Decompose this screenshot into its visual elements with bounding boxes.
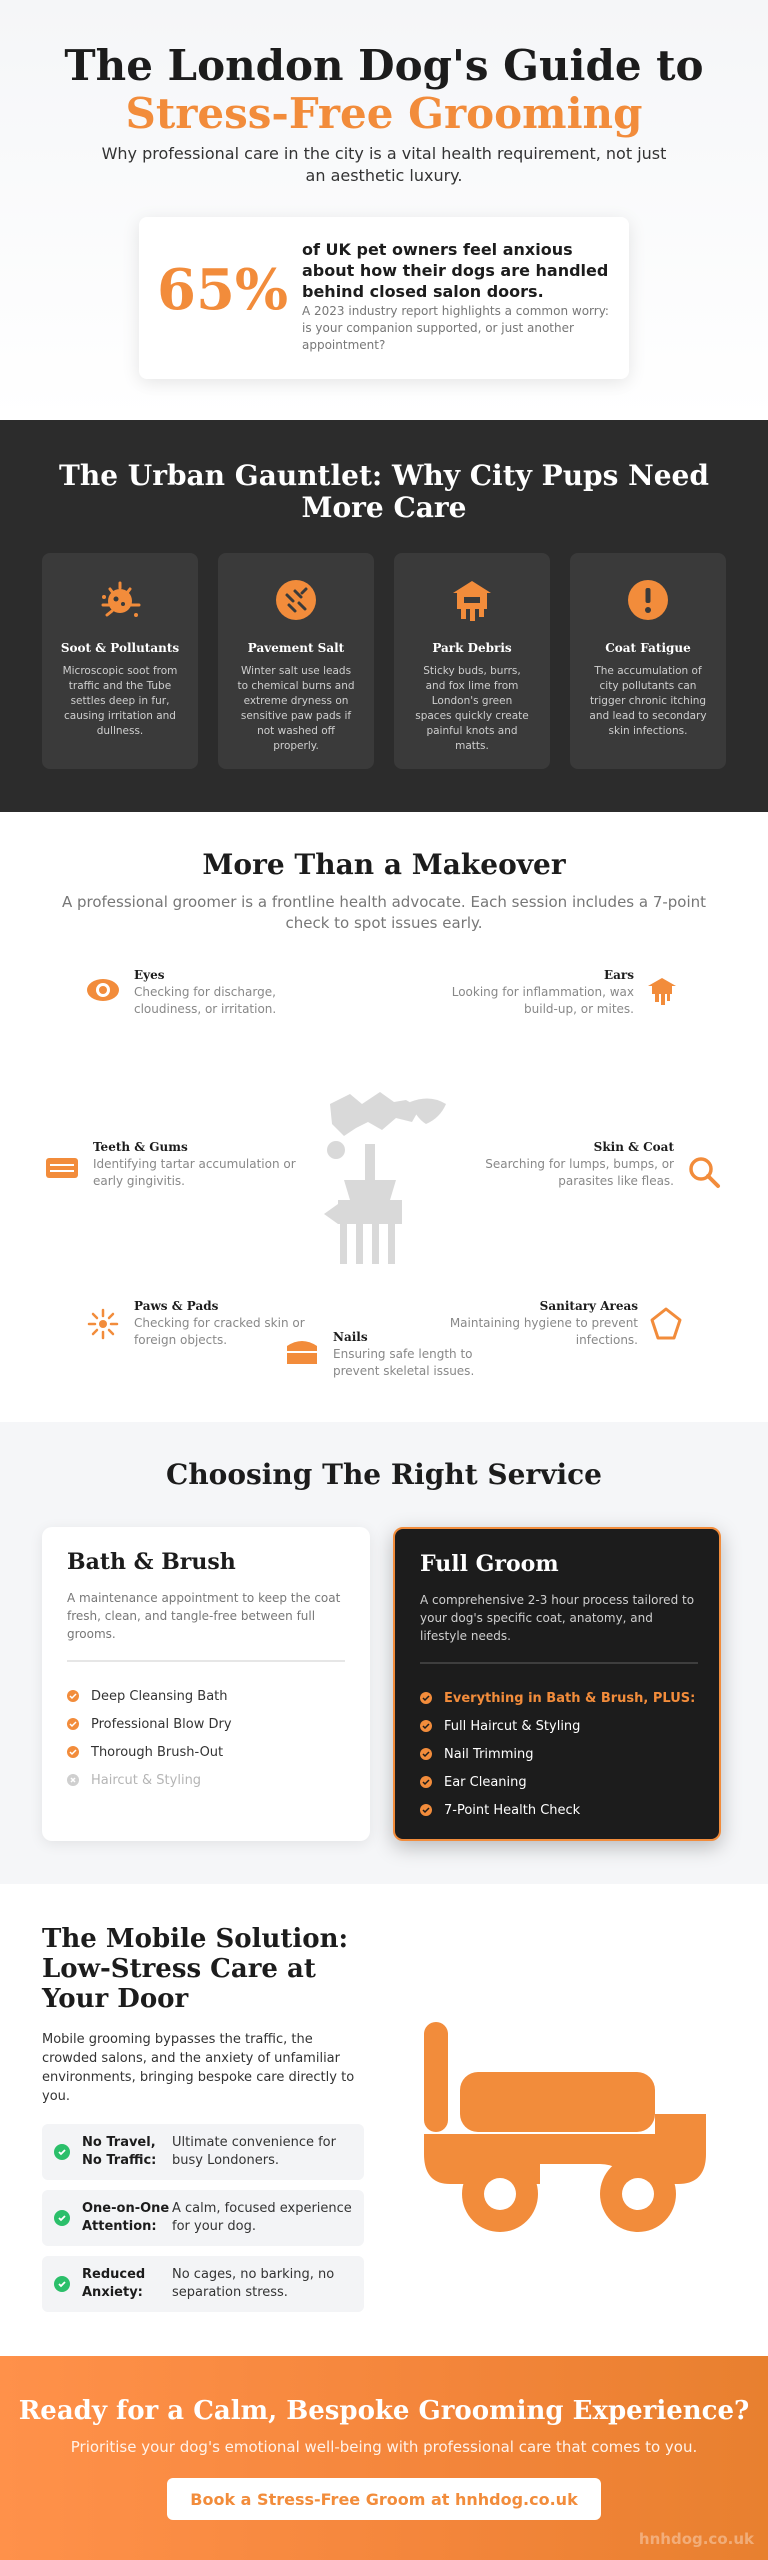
watermark: hnhdog.co.uk (638, 2530, 754, 2548)
check-icon (54, 2144, 70, 2160)
card-desc: The accumulation of city pollutants can trigger chronic itching and lead to secondary skin infections. (589, 665, 707, 737)
check-skin (464, 1140, 674, 1190)
check-icon (54, 2210, 70, 2226)
stat-sub: A 2023 industry report highlights a common worry: is your companion supported, or just another appointment? (302, 304, 609, 352)
check-desc: Checking for discharge, cloudiness, or irritation. (134, 985, 277, 1016)
mobile-van-icon (420, 2014, 710, 2244)
stat-headline: of UK pet owners feel anxious about how their dogs are handled behind closed salon doors. (302, 240, 609, 301)
card-desc: Winter salt use leads to chemical burns and extreme dryness on sensitive paw pads if not washed off properly. (237, 665, 355, 752)
gauntlet-title: The Urban Gauntlet: Why City Pups Need More Care (59, 459, 709, 524)
check-title: Skin & Coat (593, 1140, 674, 1154)
divider (67, 1660, 345, 1662)
check-desc: Maintaining hygiene to prevent infections. (449, 1316, 638, 1347)
services-section (0, 1422, 768, 1884)
park-icon (447, 575, 497, 625)
benefit-key: No Travel, No Traffic: (82, 2135, 157, 2168)
hero-lead: Why professional care in the city is a vital health requirement, not just an aesthetic luxury. (101, 144, 667, 185)
ear-icon (644, 972, 680, 1008)
book-groom-button[interactable]: Book a Stress-Free Groom at hnhdog.co.uk (167, 2478, 601, 2520)
check-ears (424, 968, 634, 1018)
plan-feature-list (420, 1684, 710, 1824)
check-title: Eyes (134, 968, 165, 982)
check-desc: Checking for cracked skin or foreign objects. (134, 1316, 305, 1347)
paw-icon (85, 1306, 121, 1342)
benefit-value: No cages, no barking, no separation stress. (172, 2267, 335, 2300)
nail-clipper-icon (284, 1334, 320, 1370)
plan-title: Full Groom (420, 1551, 559, 1577)
plan-desc: A maintenance appointment to keep the coat fresh, clean, and tangle-free between full grooms. (67, 1591, 341, 1641)
urban-gauntlet-section (0, 420, 768, 812)
check-title: Nails (333, 1330, 368, 1344)
stat-value: 65% (157, 257, 289, 323)
benefit-item (42, 2256, 364, 2312)
dog-grooming-illustration-icon (310, 1074, 470, 1274)
teeth-icon (44, 1150, 80, 1186)
mobile-text: Mobile grooming bypasses the traffic, the crowded salons, and the anxiety of unfamiliar environments, bringing bespoke care directly to you. (42, 2032, 355, 2104)
makeover-title: More Than a Makeover (202, 848, 566, 881)
cta-sub: Prioritise your dog's emotional well-being with professional care that comes to you. (70, 2438, 698, 2456)
plan-feature: Deep Cleansing Bath (67, 1682, 357, 1710)
plan-feature: Nail Trimming (420, 1740, 710, 1768)
plan-feature: 7-Point Health Check (420, 1796, 710, 1824)
card-desc: Sticky buds, burrs, and fox lime from London's green spaces quickly create painful knots and matts. (415, 665, 529, 752)
check-icon (67, 1690, 79, 1702)
check-icon (420, 1748, 432, 1760)
check-desc: Searching for lumps, bumps, or parasites like fleas. (485, 1157, 674, 1188)
check-teeth (93, 1140, 303, 1190)
card-title: Coat Fatigue (605, 641, 691, 655)
shield-icon (648, 1306, 684, 1342)
card-salt (218, 553, 374, 769)
benefit-key: One-on-One Attention: (82, 2201, 170, 2234)
plan-feature: Ear Cleaning (420, 1768, 710, 1796)
divider (420, 1662, 698, 1664)
salt-icon (271, 575, 321, 625)
cta-title: Ready for a Calm, Bespoke Grooming Experience? (18, 2396, 750, 2426)
soot-icon (95, 575, 145, 625)
mobile-title: The Mobile Solution: Low-Stress Care at Your Door (42, 1924, 349, 2014)
card-desc: Microscopic soot from traffic and the Tube settles deep in fur, causing irritation and dullness. (62, 665, 178, 737)
card-soot (42, 553, 198, 769)
check-title: Paws & Pads (134, 1299, 219, 1313)
hero-title-line1: The London Dog's Guide to (64, 41, 704, 90)
plan-desc: A comprehensive 2-3 hour process tailored to your dog's specific coat, anatomy, and lifestyle needs. (420, 1593, 695, 1643)
plan-feature: Professional Blow Dry (67, 1710, 357, 1738)
check-icon (67, 1718, 79, 1730)
hero-title (0, 42, 768, 138)
benefit-value: Ultimate convenience for busy Londoners. (172, 2135, 336, 2168)
check-desc: Looking for inflammation, wax build-up, or mites. (451, 985, 634, 1016)
card-park (394, 553, 550, 769)
plan-feature-excluded: Haircut & Styling (67, 1766, 357, 1794)
plan-feature-lead: Everything in Bath & Brush, PLUS: (420, 1684, 710, 1712)
plan-feature: Thorough Brush-Out (67, 1738, 357, 1766)
plan-bath-brush[interactable] (42, 1527, 370, 1841)
check-eyes (134, 968, 344, 1018)
check-icon (67, 1746, 79, 1758)
makeover-intro: A professional groomer is a frontline health advocate. Each session includes a 7-point check to spot issues early. (61, 893, 707, 932)
stat-card (139, 217, 629, 379)
hero-title-line2: Stress-Free Grooming (125, 89, 643, 138)
check-icon (420, 1804, 432, 1816)
plan-title: Bath & Brush (67, 1549, 236, 1575)
benefit-value: A calm, focused experience for your dog. (172, 2201, 352, 2234)
cross-icon (67, 1774, 79, 1786)
plan-feature: Full Haircut & Styling (420, 1712, 710, 1740)
eye-icon (85, 972, 121, 1008)
plan-full-groom[interactable] (393, 1527, 721, 1841)
benefit-item (42, 2124, 364, 2180)
check-icon (420, 1692, 432, 1704)
plan-feature-list (67, 1682, 357, 1794)
check-icon (54, 2276, 70, 2292)
check-desc: Identifying tartar accumulation or early gingivitis. (93, 1157, 296, 1188)
check-sanitary (428, 1299, 638, 1349)
card-coat (570, 553, 726, 769)
makeover-section (0, 812, 768, 1422)
check-icon (420, 1720, 432, 1732)
check-title: Sanitary Areas (539, 1299, 638, 1313)
check-title: Teeth & Gums (93, 1140, 188, 1154)
check-icon (420, 1776, 432, 1788)
check-title: Ears (604, 968, 634, 982)
card-title: Soot & Pollutants (60, 641, 180, 655)
card-title: Pavement Salt (247, 641, 345, 655)
hero-section (0, 0, 768, 420)
magnifier-icon (686, 1154, 722, 1190)
check-desc: Ensuring safe length to prevent skeletal issues. (333, 1347, 475, 1378)
card-title: Park Debris (432, 641, 512, 655)
mobile-solution-section (0, 1884, 768, 2356)
warning-icon (623, 575, 673, 625)
benefit-item (42, 2190, 364, 2246)
cta-section (0, 2356, 768, 2560)
services-title: Choosing The Right Service (166, 1458, 602, 1491)
benefit-key: Reduced Anxiety: (82, 2267, 146, 2300)
